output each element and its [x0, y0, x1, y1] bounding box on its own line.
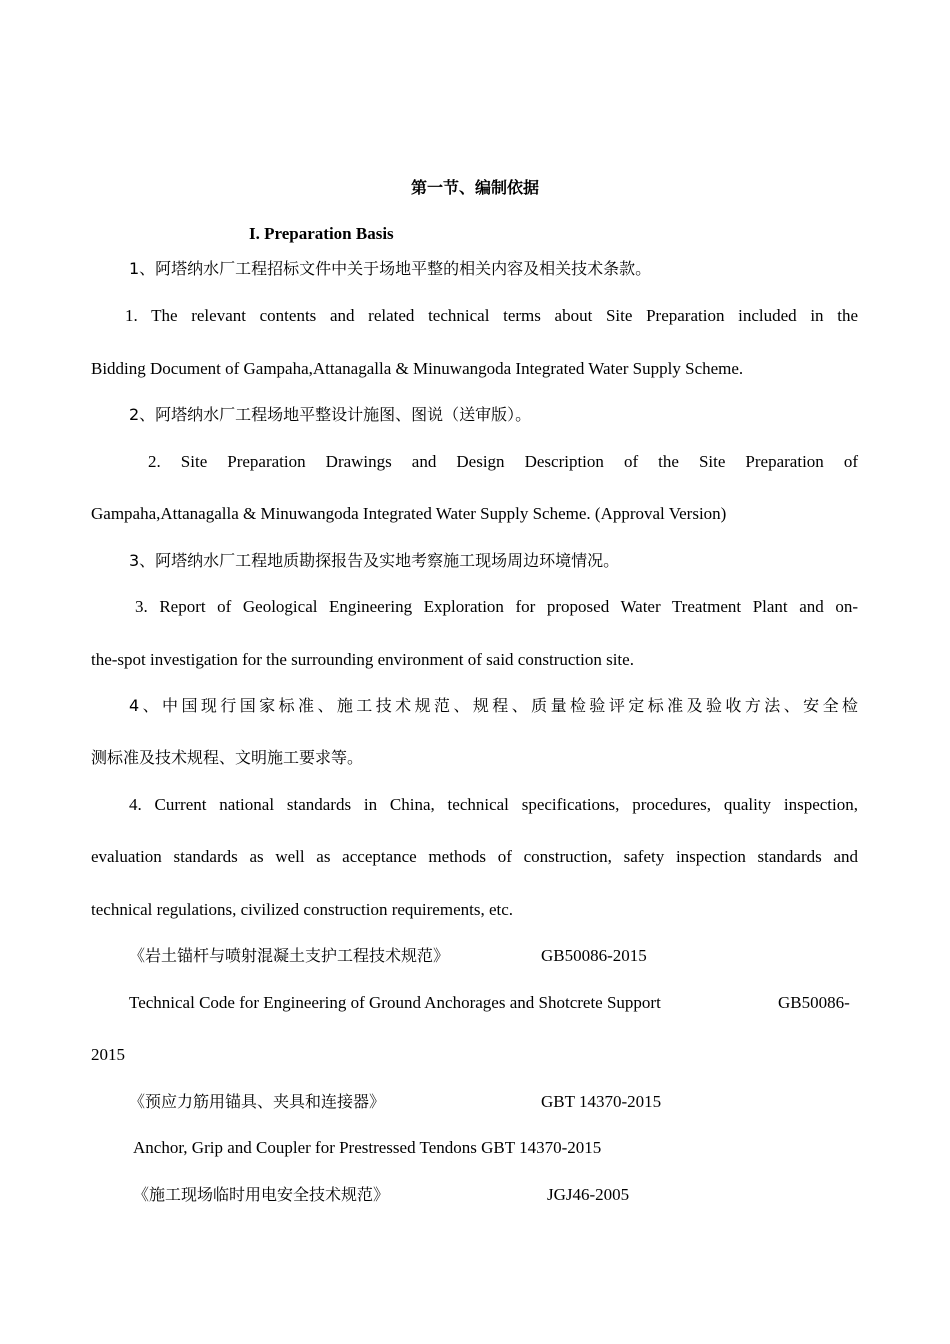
item-2-english-line-2: Gampaha,Attanagalla & Minuwangoda Integrated Water Supply Scheme. (Approval Version) — [91, 504, 727, 523]
standard-3-chinese-title: 《施工现场临时用电安全技术规范》 — [133, 1185, 390, 1204]
item-3-chinese: 3、阿塔纳水厂工程地质勘探报告及实地考察施工现场周边环境情况。 — [129, 551, 620, 570]
item-1-english-line-2: Bidding Document of Gampaha,Attanagalla & Minuwangoda Integrated Water Supply Scheme. — [91, 359, 744, 378]
item-2-english-line-1: 2. Site Preparation Drawings and Design Description of the Site Preparation of — [148, 452, 858, 471]
item-1-chinese: 1、阿塔纳水厂工程招标文件中关于场地平整的相关内容及相关技术条款。 — [129, 259, 652, 278]
item-2-chinese: 2、阿塔纳水厂工程场地平整设计施图、图说（送审版）。 — [129, 405, 532, 424]
item-4-english-line-1: 4. Current national standards in China, technical specifications, procedures, quality inspection, — [129, 795, 858, 814]
standard-1-code: GB50086-2015 — [541, 946, 647, 965]
standard-3-code: JGJ46-2005 — [547, 1185, 630, 1204]
section-title-english: I. Preparation Basis — [249, 224, 394, 243]
item-3-english-line-1: 3. Report of Geological Engineering Exploration for proposed Water Treatment Plant and on- — [135, 597, 858, 616]
item-4-chinese-line-2: 测标准及技术规程、文明施工要求等。 — [91, 748, 364, 767]
standard-1-english-code-continued: 2015 — [91, 1045, 125, 1064]
standard-1-chinese-title: 《岩土锚杆与喷射混凝土支护工程技术规范》 — [129, 946, 450, 965]
item-1-english-line-1: 1. The relevant contents and related technical terms about Site Preparation included in the — [125, 306, 858, 325]
section-title: 第一节、编制依据 — [410, 178, 539, 197]
standard-1-english-code: GB50086- — [778, 993, 850, 1012]
standard-2-chinese-title: 《预应力筋用锚具、夹具和连接器》 — [129, 1092, 386, 1111]
standard-1-english-title: Technical Code for Engineering of Ground Anchorages and Shotcrete Support — [129, 993, 661, 1012]
item-4-english-line-3: technical regulations, civilized construction requirements, etc. — [91, 900, 514, 919]
item-3-english-line-2: the-spot investigation for the surrounding environment of said construction site. — [91, 650, 634, 669]
item-4-chinese-line-1: 4、中国现行国家标准、施工技术规范、规程、质量检验评定标准及验收方法、安全检 — [129, 696, 858, 715]
standard-2-english: Anchor, Grip and Coupler for Prestressed Tendons GBT 14370-2015 — [133, 1138, 602, 1157]
item-4-english-line-2: evaluation standards as well as acceptance methods of construction, safety inspection standards and — [91, 847, 858, 866]
standard-2-code: GBT 14370-2015 — [541, 1092, 662, 1111]
